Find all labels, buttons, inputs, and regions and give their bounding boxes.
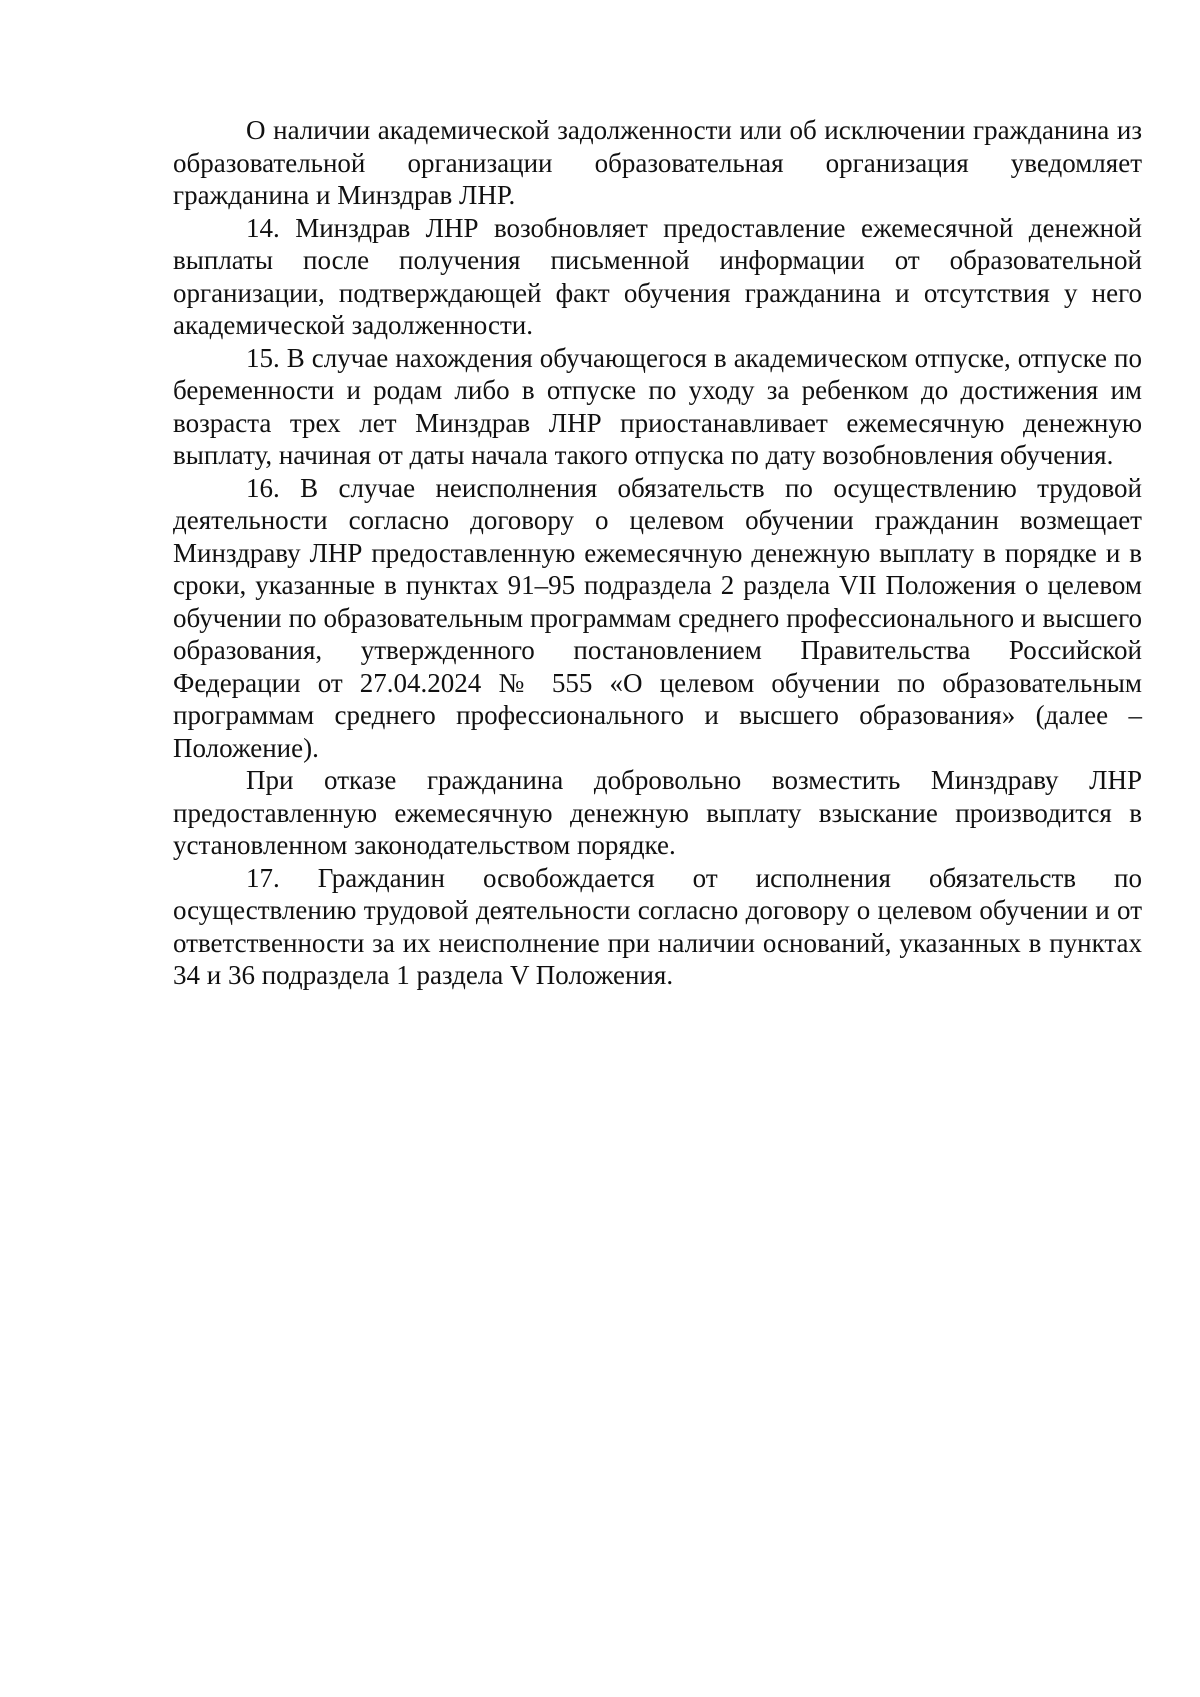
paragraph-15 (173, 342, 1142, 472)
paragraph-text: О наличии академической задолженности или об исключении гражданина из образовательной организации образовательная организация уведомляет гражданина и Минздрав ЛНР. (173, 115, 1142, 210)
paragraph-number: 16. (246, 472, 280, 503)
paragraph-number: 14. (246, 212, 280, 243)
document-body (173, 114, 1142, 992)
paragraph-16 (173, 472, 1142, 765)
paragraph-text: Гражданин освобождается от исполнения обязательств по осуществлению трудовой деятельности согласно договору о целевом обучении и от ответственности за их неисполнение при наличии оснований, указанных в пунктах 34 и 36 подраздела 1 раздела V Положения. (173, 862, 1142, 990)
paragraph-academic-debt-notice (173, 114, 1142, 212)
paragraph-text: Минздрав ЛНР возобновляет предоставление ежемесячной денежной выплаты после получения письменной информации от образовательной организации, подтверждающей факт обучения гражданина и отсутствия у него академической задолженности. (173, 212, 1142, 340)
paragraph-17 (173, 862, 1142, 992)
paragraph-refusal-recovery (173, 764, 1142, 862)
paragraph-text: В случае неисполнения обязательств по осуществлению трудовой деятельности согласно договору о целевом обучении гражданин возмещает Минздраву ЛНР предоставленную ежемесячную денежную выплату в порядке и в сроки, указанные в пунктах 91–95 подраздела 2 раздела VII Положения о целевом обучении по образовательным программам среднего профессионального и высшего образования, утвержденного постановлением Правительства Российской Федерации от 27.04.2024 № 555 «О целевом обучении по образовательным программам среднего профессионального и высшего образования» (далее – Положение). (173, 472, 1142, 763)
paragraph-number: 15. (246, 342, 280, 373)
paragraph-14 (173, 212, 1142, 342)
paragraph-number: 17. (246, 862, 280, 893)
paragraph-text: В случае нахождения обучающегося в академическом отпуске, отпуске по беременности и родам либо в отпуске по уходу за ребенком до достижения им возраста трех лет Минздрав ЛНР приостанавливает ежемесячную денежную выплату, начиная от даты начала такого отпуска по дату возобновления обучения. (173, 342, 1142, 470)
paragraph-text: При отказе гражданина добровольно возместить Минздраву ЛНР предоставленную ежемесячную денежную выплату взыскание производится в установленном законодательством порядке. (173, 765, 1142, 860)
